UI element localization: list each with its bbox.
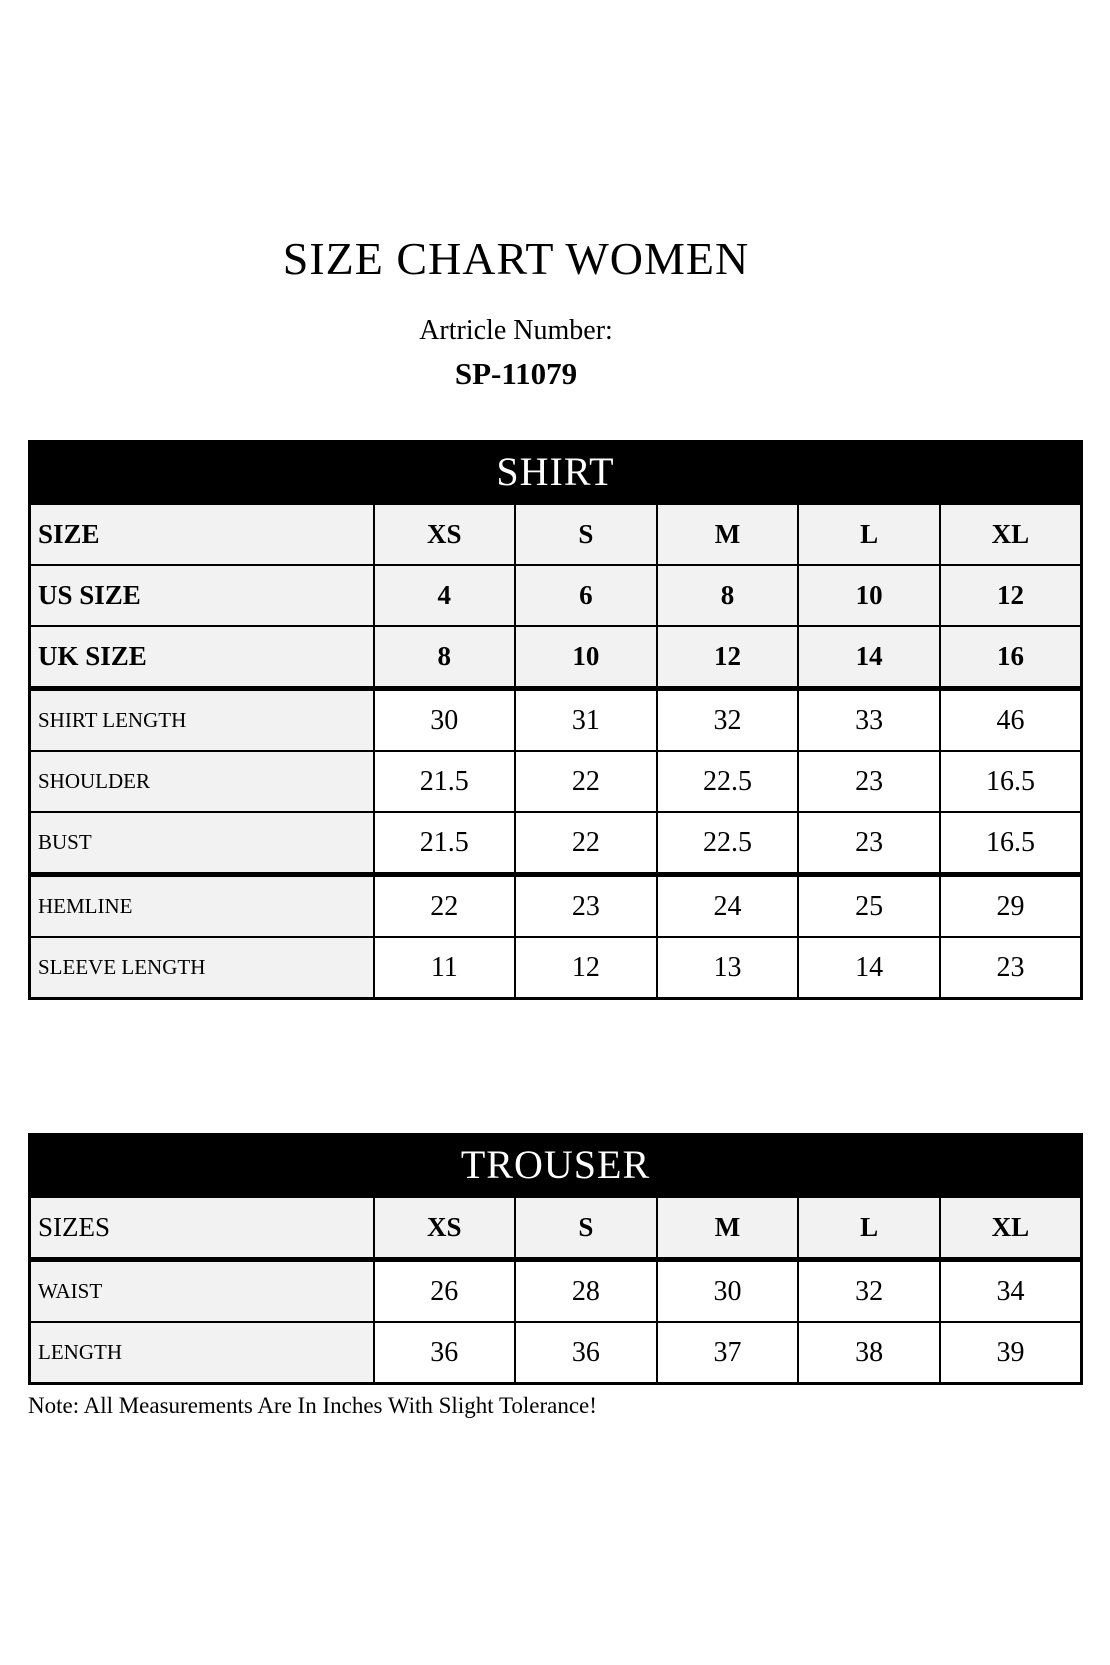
value-cell: 21.5 (374, 751, 516, 812)
value-cell: 10 (798, 565, 940, 626)
table-row (30, 751, 1082, 812)
value-cell: L (798, 504, 940, 566)
value-cell: 36 (515, 1322, 657, 1384)
value-cell: L (798, 1197, 940, 1260)
value-cell: 16.5 (940, 812, 1082, 875)
value-cell: 23 (940, 937, 1082, 999)
value-cell: 8 (657, 565, 799, 626)
article-number-value: SP-11079 (454, 356, 578, 391)
value-cell: 4 (374, 565, 516, 626)
value-cell: 22 (515, 751, 657, 812)
value-cell: 22.5 (657, 812, 799, 875)
value-cell: 38 (798, 1322, 940, 1384)
value-cell: 32 (798, 1260, 940, 1323)
value-cell: 12 (515, 937, 657, 999)
row-label-cell: UK SIZE (30, 626, 374, 689)
value-cell: 36 (374, 1322, 516, 1384)
table-row (30, 1260, 1082, 1323)
value-cell: 16 (940, 626, 1082, 689)
row-label-cell: HEMLINE (30, 875, 374, 938)
shirt-size-table (28, 502, 1083, 1000)
table-row (30, 689, 1082, 752)
value-cell: XS (374, 504, 516, 566)
row-label-cell: LENGTH (30, 1322, 374, 1384)
table-row (30, 812, 1082, 875)
table-row (30, 1322, 1082, 1384)
value-cell: M (657, 1197, 799, 1260)
document-header (0, 232, 1032, 392)
value-cell: 23 (515, 875, 657, 938)
value-cell: 30 (657, 1260, 799, 1323)
value-cell: 34 (940, 1260, 1082, 1323)
value-cell: XS (374, 1197, 516, 1260)
value-cell: 8 (374, 626, 516, 689)
value-cell: 33 (798, 689, 940, 752)
value-cell: 6 (515, 565, 657, 626)
trouser-size-table (28, 1195, 1083, 1385)
row-label-cell: US SIZE (30, 565, 374, 626)
shirt-title-bar: SHIRT (28, 440, 1083, 502)
value-cell: 29 (940, 875, 1082, 938)
page-title: SIZE CHART WOMEN (282, 233, 750, 284)
value-cell: 22 (515, 812, 657, 875)
value-cell: 31 (515, 689, 657, 752)
shirt-section (28, 440, 1083, 1000)
value-cell: 32 (657, 689, 799, 752)
table-row (30, 565, 1082, 626)
value-cell: 25 (798, 875, 940, 938)
value-cell: 30 (374, 689, 516, 752)
table-row (30, 937, 1082, 999)
value-cell: 14 (798, 937, 940, 999)
value-cell: 23 (798, 812, 940, 875)
value-cell: 23 (798, 751, 940, 812)
trouser-section (28, 1133, 1083, 1385)
value-cell: 26 (374, 1260, 516, 1323)
row-label-cell: WAIST (30, 1260, 374, 1323)
value-cell: S (515, 504, 657, 566)
value-cell: 10 (515, 626, 657, 689)
value-cell: M (657, 504, 799, 566)
value-cell: 22.5 (657, 751, 799, 812)
value-cell: XL (940, 1197, 1082, 1260)
value-cell: XL (940, 504, 1082, 566)
value-cell: 28 (515, 1260, 657, 1323)
measurement-note: Note: All Measurements Are In Inches With Slight Tolerance! (28, 1393, 597, 1418)
value-cell: 14 (798, 626, 940, 689)
value-cell: 46 (940, 689, 1082, 752)
table-row (30, 1197, 1082, 1260)
row-label-cell: SIZE (30, 504, 374, 566)
value-cell: S (515, 1197, 657, 1260)
value-cell: 11 (374, 937, 516, 999)
value-cell: 24 (657, 875, 799, 938)
row-label-cell: SHOULDER (30, 751, 374, 812)
row-label-cell: SIZES (30, 1197, 374, 1260)
value-cell: 22 (374, 875, 516, 938)
row-label-cell: SHIRT LENGTH (30, 689, 374, 752)
value-cell: 37 (657, 1322, 799, 1384)
value-cell: 12 (657, 626, 799, 689)
value-cell: 21.5 (374, 812, 516, 875)
article-number-label: Artricle Number: (419, 315, 613, 346)
trouser-title-bar: TROUSER (28, 1133, 1083, 1195)
row-label-cell: BUST (30, 812, 374, 875)
row-label-cell: SLEEVE LENGTH (30, 937, 374, 999)
value-cell: 12 (940, 565, 1082, 626)
value-cell: 39 (940, 1322, 1082, 1384)
table-row (30, 875, 1082, 938)
value-cell: 13 (657, 937, 799, 999)
value-cell: 16.5 (940, 751, 1082, 812)
table-row (30, 626, 1082, 689)
table-row (30, 504, 1082, 566)
